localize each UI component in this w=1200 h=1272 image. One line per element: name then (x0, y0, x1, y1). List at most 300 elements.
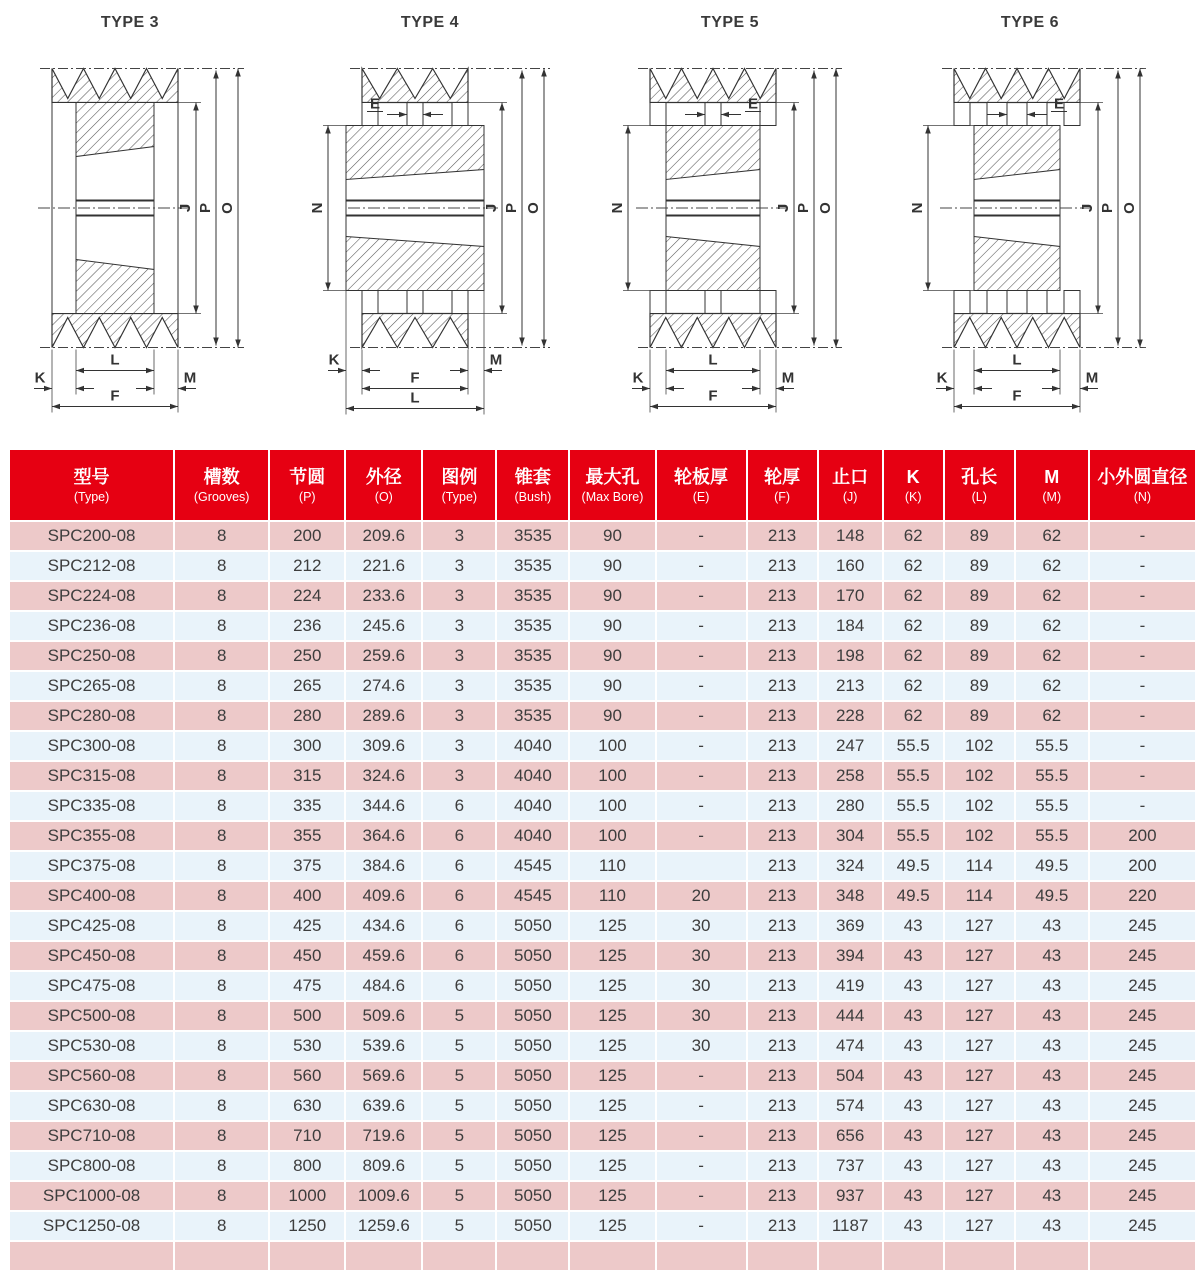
dim-arrow (44, 386, 52, 392)
table-cell: - (1090, 732, 1195, 760)
table-cell: 245 (1090, 1212, 1195, 1240)
table-cell: 3 (423, 552, 495, 580)
table-cell: SPC375-08 (10, 852, 173, 880)
table-cell: SPC630-08 (10, 1092, 173, 1120)
table-row (10, 792, 1195, 820)
dim-arrow (519, 338, 525, 346)
dim-arrow (423, 112, 431, 118)
column-header (423, 450, 495, 520)
table-cell: 43 (1016, 1122, 1088, 1150)
table-cell: SPC200-08 (10, 522, 173, 550)
column-header-zh: 型号 (73, 466, 110, 487)
dim-arrow (791, 103, 797, 111)
table-cell: 3 (423, 762, 495, 790)
taper-bush-bottom (974, 237, 1060, 291)
table-cell: 5050 (497, 972, 568, 1000)
dim-label: J (483, 203, 500, 213)
table-row (10, 1152, 1195, 1180)
column-header-en: (Grooves) (193, 489, 250, 504)
dim-arrow (178, 386, 186, 392)
table-cell: 62 (884, 612, 943, 640)
table-cell: - (657, 732, 746, 760)
table-cell: 30 (657, 1032, 746, 1060)
table-cell: 434.6 (346, 912, 421, 940)
table-cell: - (657, 552, 746, 580)
table-row (10, 1032, 1195, 1060)
table-cell: 8 (175, 612, 268, 640)
table-row-clipped (10, 1242, 1195, 1270)
bottom-grooves (650, 314, 776, 348)
table-cell: - (657, 822, 746, 850)
table-cell: 200 (270, 522, 344, 550)
column-header (657, 450, 746, 520)
table-cell: 8 (175, 732, 268, 760)
table-cell: 4545 (497, 882, 568, 910)
table-row (10, 1062, 1195, 1090)
table-cell (10, 1242, 173, 1270)
dim-arrow (541, 69, 547, 77)
table-cell: 5 (423, 1002, 495, 1030)
table-cell: 8 (175, 882, 268, 910)
rim-plate (650, 103, 666, 126)
table-cell: 475 (270, 972, 344, 1000)
table-cell: 8 (175, 1152, 268, 1180)
table-cell: SPC710-08 (10, 1122, 173, 1150)
table-cell: 100 (570, 732, 654, 760)
table-cell: 8 (175, 972, 268, 1000)
table-cell (175, 1242, 268, 1270)
table-cell: 55.5 (1016, 732, 1088, 760)
table-cell: 1250 (270, 1212, 344, 1240)
table-cell: 324.6 (346, 762, 421, 790)
table-cell: 62 (1016, 522, 1088, 550)
table-cell: 213 (748, 912, 817, 940)
spec-table (8, 448, 1197, 1272)
table-cell: 3535 (497, 612, 568, 640)
table-cell: SPC280-08 (10, 702, 173, 730)
table-cell: 213 (748, 762, 817, 790)
dim-label: M (1085, 369, 1099, 387)
table-row (10, 642, 1195, 670)
dim-arrow (460, 386, 468, 392)
dim-label: L (410, 389, 420, 407)
table-cell: - (657, 762, 746, 790)
rim-plate (452, 291, 468, 314)
rim-plate (954, 291, 970, 314)
column-header-zh: 小外圆直径 (1097, 466, 1188, 487)
table-cell: 630 (270, 1092, 344, 1120)
dim-arrow (1115, 338, 1121, 346)
dim-arrow (235, 69, 241, 77)
table-cell: 43 (1016, 942, 1088, 970)
table-cell: SPC425-08 (10, 912, 173, 940)
table-cell: - (657, 1152, 746, 1180)
taper-bush-bottom (76, 260, 154, 314)
table-cell: 213 (748, 882, 817, 910)
table-cell: SPC212-08 (10, 552, 173, 580)
column-header-zh: 外径 (365, 466, 402, 487)
table-cell: SPC335-08 (10, 792, 173, 820)
table-cell: SPC450-08 (10, 942, 173, 970)
table-cell (497, 1242, 568, 1270)
table-cell: 213 (819, 672, 882, 700)
table-cell: 43 (884, 1122, 943, 1150)
table-cell: 49.5 (1016, 882, 1088, 910)
table-cell: 213 (748, 1152, 817, 1180)
column-header-en: (Bush) (514, 489, 552, 504)
table-cell: - (1090, 522, 1195, 550)
type-4-title: TYPE 4 (400, 14, 460, 31)
table-cell: 30 (657, 1002, 746, 1030)
table-cell: 127 (945, 912, 1014, 940)
table-cell: 55.5 (884, 732, 943, 760)
column-header-en: (K) (904, 489, 922, 504)
table-cell: 348 (819, 882, 882, 910)
table-cell: 5 (423, 1032, 495, 1060)
table-cell: 43 (884, 1182, 943, 1210)
table-cell: - (1090, 642, 1195, 670)
table-cell: 62 (884, 582, 943, 610)
table-cell: 127 (945, 1212, 1014, 1240)
table-cell: 62 (884, 522, 943, 550)
table-cell: 198 (819, 642, 882, 670)
table-cell: 1009.6 (346, 1182, 421, 1210)
dim-arrow (974, 386, 982, 392)
table-cell: SPC224-08 (10, 582, 173, 610)
dim-label: O (817, 202, 834, 214)
table-cell: 184 (819, 612, 882, 640)
table-cell: 394 (819, 942, 882, 970)
dim-label: N (309, 202, 326, 214)
table-cell: 30 (657, 942, 746, 970)
table-cell: 710 (270, 1122, 344, 1150)
dim-label: P (795, 202, 812, 214)
table-cell: 5 (423, 1062, 495, 1090)
table-cell: 62 (1016, 702, 1088, 730)
table-cell: 55.5 (1016, 762, 1088, 790)
table-cell: 125 (570, 1002, 654, 1030)
table-cell: 125 (570, 1092, 654, 1120)
table-cell: 62 (1016, 642, 1088, 670)
dim-arrow (768, 404, 776, 410)
table-row (10, 762, 1195, 790)
table-cell: 236 (270, 612, 344, 640)
table-cell: 8 (175, 942, 268, 970)
dim-arrow (325, 126, 331, 134)
table-cell: - (1090, 552, 1195, 580)
table-cell: - (657, 1212, 746, 1240)
table-cell: 245 (1090, 1092, 1195, 1120)
dim-label: L (708, 351, 718, 369)
table-cell: 212 (270, 552, 344, 580)
table-cell: 43 (884, 912, 943, 940)
table-cell: 125 (570, 912, 654, 940)
table-cell: 6 (423, 792, 495, 820)
dim-label: O (219, 202, 236, 214)
taper-bush-top (974, 126, 1060, 180)
table-cell: 125 (570, 1212, 654, 1240)
table-cell: 245 (1090, 1182, 1195, 1210)
table-cell: 6 (423, 942, 495, 970)
table-cell: 5050 (497, 1212, 568, 1240)
table-cell: 6 (423, 852, 495, 880)
table-cell: 200 (1090, 852, 1195, 880)
table-cell: 5050 (497, 1032, 568, 1060)
table-cell: 8 (175, 792, 268, 820)
dim-arrow (1095, 103, 1101, 111)
dim-label: E (369, 95, 381, 113)
type-6-title: TYPE 6 (1000, 14, 1060, 31)
dim-label: E (1053, 95, 1065, 113)
table-cell: 43 (884, 1152, 943, 1180)
dim-arrow (650, 404, 658, 410)
table-cell: 127 (945, 972, 1014, 1000)
table-cell: 5050 (497, 1122, 568, 1150)
table-cell: 89 (945, 642, 1014, 670)
table-cell: SPC475-08 (10, 972, 173, 1000)
table-cell: 265 (270, 672, 344, 700)
table-row (10, 1002, 1195, 1030)
taper-bush-top (346, 126, 484, 180)
table-cell: 213 (748, 1002, 817, 1030)
dim-label: L (110, 351, 120, 369)
table-cell: 6 (423, 822, 495, 850)
table-cell: 49.5 (884, 852, 943, 880)
dim-label: L (1012, 351, 1022, 369)
table-cell: 800 (270, 1152, 344, 1180)
table-cell: 213 (748, 642, 817, 670)
table-cell: 43 (1016, 1152, 1088, 1180)
table-cell: 280 (819, 792, 882, 820)
dim-arrow (1137, 69, 1143, 77)
table-cell: 62 (884, 552, 943, 580)
table-cell: - (657, 702, 746, 730)
table-cell: 1000 (270, 1182, 344, 1210)
table-cell: 245.6 (346, 612, 421, 640)
table-cell: 43 (884, 972, 943, 1000)
table-cell: SPC300-08 (10, 732, 173, 760)
table-cell: 8 (175, 1092, 268, 1120)
table-cell: 3 (423, 702, 495, 730)
table-row (10, 882, 1195, 910)
dim-label: J (177, 203, 194, 213)
table-cell: 213 (748, 582, 817, 610)
table-cell: 280 (270, 702, 344, 730)
table-cell: 49.5 (884, 882, 943, 910)
table-cell: 459.6 (346, 942, 421, 970)
dim-arrow (946, 386, 954, 392)
table-cell: 8 (175, 1062, 268, 1090)
dim-label: O (525, 202, 542, 214)
rim-plate (650, 291, 666, 314)
table-cell (270, 1242, 344, 1270)
taper-bush-top (76, 103, 154, 157)
dim-arrow (625, 126, 631, 134)
table-cell: SPC355-08 (10, 822, 173, 850)
taper-bush-top (666, 126, 760, 180)
dim-arrow (776, 386, 784, 392)
dim-arrow (1137, 340, 1143, 348)
table-cell: 148 (819, 522, 882, 550)
dim-arrow (541, 340, 547, 348)
table-cell: 62 (1016, 672, 1088, 700)
dim-arrow (213, 71, 219, 79)
table-cell: 90 (570, 672, 654, 700)
table-cell: 62 (884, 672, 943, 700)
dim-label: M (781, 369, 795, 387)
dim-label: F (708, 387, 718, 405)
column-header-zh: M (1044, 466, 1060, 487)
table-cell: 3535 (497, 582, 568, 610)
table-cell: 560 (270, 1062, 344, 1090)
dim-label: F (410, 369, 420, 387)
type-3-panel (0, 4, 300, 448)
table-cell: 400 (270, 882, 344, 910)
table-row (10, 552, 1195, 580)
table-cell (657, 1242, 746, 1270)
table-cell: 125 (570, 1062, 654, 1090)
table-cell: 474 (819, 1032, 882, 1060)
type-4-panel (300, 4, 600, 448)
dim-arrow (811, 71, 817, 79)
column-header-zh: 节圆 (289, 466, 326, 487)
table-cell: 3535 (497, 642, 568, 670)
table-cell: 375 (270, 852, 344, 880)
table-cell: 89 (945, 702, 1014, 730)
dim-arrow (811, 338, 817, 346)
dim-arrow (954, 404, 962, 410)
table-row (10, 912, 1195, 940)
table-cell: 213 (748, 1122, 817, 1150)
dim-arrow (484, 368, 492, 374)
dim-label: N (909, 202, 926, 214)
dim-arrow (1052, 386, 1060, 392)
table-cell: 127 (945, 1092, 1014, 1120)
table-cell: 114 (945, 852, 1014, 880)
table-cell: 8 (175, 642, 268, 670)
dim-label: K (34, 369, 46, 387)
table-cell (570, 1242, 654, 1270)
column-header (945, 450, 1014, 520)
table-cell: 8 (175, 1212, 268, 1240)
dim-label: K (936, 369, 948, 387)
taper-bush-bottom (346, 237, 484, 291)
dim-arrow (974, 368, 982, 374)
table-cell: - (657, 672, 746, 700)
table-cell: 100 (570, 822, 654, 850)
table-cell: 127 (945, 942, 1014, 970)
table-cell: 8 (175, 702, 268, 730)
table-cell: 125 (570, 942, 654, 970)
table-cell: 484.6 (346, 972, 421, 1000)
table-cell: - (1090, 702, 1195, 730)
dim-arrow (76, 386, 84, 392)
table-cell: 3 (423, 582, 495, 610)
table-cell: 335 (270, 792, 344, 820)
table-cell: 1187 (819, 1212, 882, 1240)
table-cell: 4040 (497, 762, 568, 790)
table-cell: 43 (884, 942, 943, 970)
table-cell: 102 (945, 762, 1014, 790)
table-cell: 100 (570, 792, 654, 820)
dim-arrow (625, 283, 631, 291)
column-header-zh: 止口 (832, 466, 869, 487)
table-cell: 6 (423, 972, 495, 1000)
column-header (884, 450, 943, 520)
table-cell: 213 (748, 792, 817, 820)
bottom-grooves (362, 314, 468, 348)
dim-arrow (76, 368, 84, 374)
table-cell: 43 (1016, 1032, 1088, 1060)
table-cell: 4040 (497, 732, 568, 760)
type-3-title: TYPE 3 (100, 14, 160, 31)
column-header (819, 450, 882, 520)
column-header-en: (L) (971, 489, 987, 504)
table-cell: 213 (748, 972, 817, 1000)
column-header-en: (Type) (73, 489, 110, 504)
table-cell: 89 (945, 552, 1014, 580)
column-header-zh: 孔长 (961, 466, 998, 487)
table-cell: 5050 (497, 1062, 568, 1090)
table-cell: - (657, 1182, 746, 1210)
table-cell: 289.6 (346, 702, 421, 730)
table-cell: 127 (945, 1032, 1014, 1060)
table-cell: 3 (423, 612, 495, 640)
rim-plate (760, 291, 776, 314)
table-cell: 5 (423, 1212, 495, 1240)
table-cell: 90 (570, 702, 654, 730)
table-cell: 43 (884, 1092, 943, 1120)
column-header (1016, 450, 1088, 520)
table-cell: 444 (819, 1002, 882, 1030)
table-cell: 213 (748, 732, 817, 760)
table-cell: 5 (423, 1092, 495, 1120)
type-5-title: TYPE 5 (700, 14, 760, 31)
table-cell: 3 (423, 522, 495, 550)
column-header-zh: 锥套 (514, 466, 551, 487)
column-header (748, 450, 817, 520)
table-cell: 539.6 (346, 1032, 421, 1060)
table-cell (748, 1242, 817, 1270)
table-cell: 62 (1016, 612, 1088, 640)
table-cell: 213 (748, 702, 817, 730)
table-cell: 300 (270, 732, 344, 760)
table-cell: 5 (423, 1122, 495, 1150)
dim-arrow (213, 338, 219, 346)
table-cell: 6 (423, 882, 495, 910)
table-cell: 245 (1090, 1062, 1195, 1090)
dim-arrow (499, 103, 505, 111)
table-cell: SPC400-08 (10, 882, 173, 910)
column-header-zh: 最大孔 (585, 466, 640, 487)
table-cell: 110 (570, 882, 654, 910)
table-cell: 937 (819, 1182, 882, 1210)
header-row (10, 450, 1195, 520)
table-cell: 213 (748, 1212, 817, 1240)
table-row (10, 702, 1195, 730)
table-cell: 102 (945, 792, 1014, 820)
web-notch (987, 291, 1007, 314)
table-cell: 43 (884, 1062, 943, 1090)
dim-label: F (110, 387, 120, 405)
table-cell: 8 (175, 582, 268, 610)
table-cell: 258 (819, 762, 882, 790)
pulley-cross-section (609, 69, 842, 413)
table-row (10, 1122, 1195, 1150)
table-cell: 530 (270, 1032, 344, 1060)
table-cell: 213 (748, 942, 817, 970)
table-cell: 43 (884, 1212, 943, 1240)
